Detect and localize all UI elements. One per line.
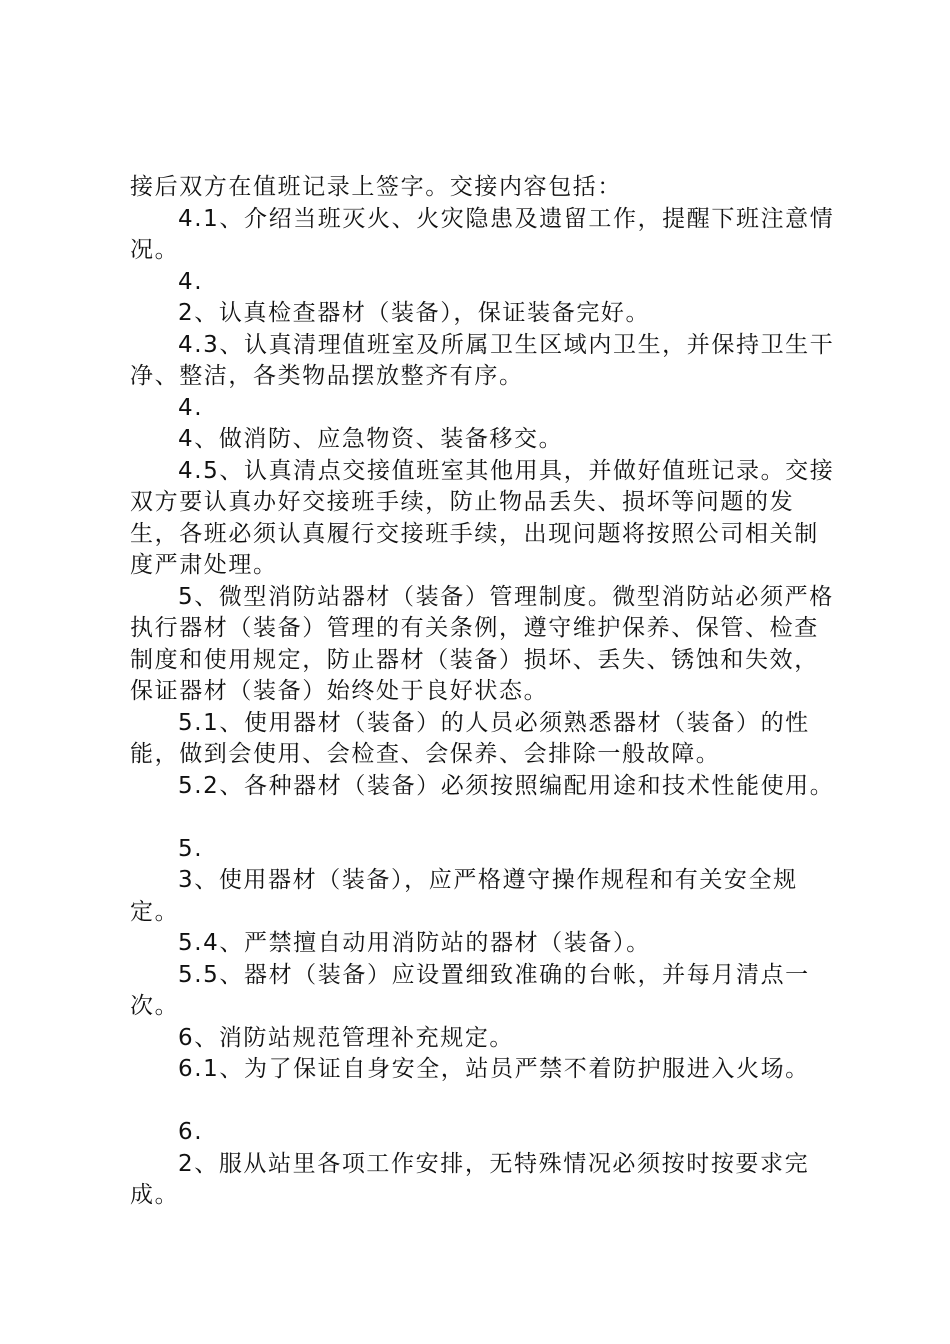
paragraph: 5.5、器材（装备）应设置细致准确的台帐，并每月清点一次。 — [130, 961, 810, 1019]
paragraph: 5.1、使用器材（装备）的人员必须熟悉器材（装备）的性能，做到会使用、会检查、会保养、会排除一般故障。 — [130, 709, 810, 767]
paragraph: 5.2、各种器材（装备）必须按照编配用途和技术性能使用。 — [178, 772, 835, 799]
paragraph: 6.1、为了保证自身安全，站员严禁不着防护服进入火场。 — [178, 1056, 810, 1082]
paragraph: 4.5、认真清点交接值班室其他用具，并做好值班记录。交接双方要认真办好交接班手续，防止物品丢失、损坏等问题的发生，各班必须认真履行交接班手续，出现问题将按照公司相关制度严肃处理。 — [130, 457, 835, 578]
blank-line — [130, 1086, 835, 1118]
blank-line — [130, 802, 835, 834]
paragraph: 5、微型消防站器材（装备）管理制度。微型消防站必须严格执行器材（装备）管理的有关条例，遵守维护保养、保管、检查制度和使用规定，防止器材（装备）损坏、丢失、锈蚀和失效，保证器材（装备）始终处于良好状态。 — [130, 583, 834, 704]
document-body — [130, 172, 835, 1212]
paragraph: 5.4、严禁擅自动用消防站的器材（装备）。 — [178, 930, 651, 956]
paragraph: 5. — [178, 835, 204, 862]
paragraph: 2、认真检查器材（装备），保证装备完好。 — [178, 300, 651, 326]
paragraph: 4.3、认真清理值班室及所属卫生区域内卫生，并保持卫生干净、整洁，各类物品摆放整齐有序。 — [130, 331, 835, 389]
paragraph: 4. — [178, 394, 204, 421]
paragraph: 4. — [178, 268, 204, 295]
paragraph: 3、使用器材（装备），应严格遵守操作规程和有关安全规定。 — [130, 867, 798, 925]
paragraph: 6、消防站规范管理补充规定。 — [178, 1024, 515, 1051]
paragraph: 4、做消防、应急物资、装备移交。 — [178, 426, 564, 452]
paragraph: 4.1、介绍当班灭火、火灾隐患及遗留工作，提醒下班注意情况。 — [130, 205, 835, 263]
paragraph: 6. — [178, 1119, 204, 1145]
paragraph: 2、服从站里各项工作安排，无特殊情况必须按时按要求完成。 — [130, 1150, 810, 1208]
paragraph: 接后双方在值班记录上签字。交接内容包括： — [130, 174, 622, 200]
